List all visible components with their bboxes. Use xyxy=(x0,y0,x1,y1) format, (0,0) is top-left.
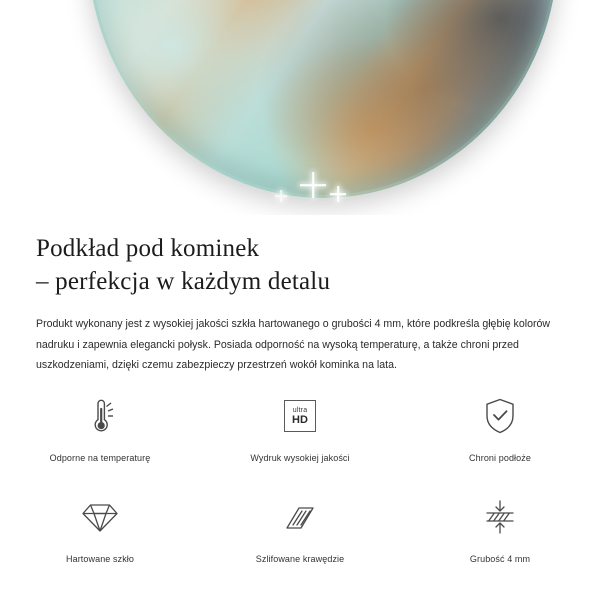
round-glass-mat-image xyxy=(88,0,558,198)
feature-label: Hartowane szkło xyxy=(65,554,135,564)
headline-line-2: – perfekcja w każdym detalu xyxy=(36,267,331,295)
thermometer-icon xyxy=(83,392,117,440)
feature-heat-resistant xyxy=(0,392,200,463)
feature-row-1 xyxy=(0,392,600,463)
thickness-arrows-icon xyxy=(481,493,519,541)
feature-polished-edges xyxy=(200,493,400,564)
feature-row-2 xyxy=(0,493,600,564)
feature-surface-protection xyxy=(400,392,600,463)
feature-label: Grubość 4 mm xyxy=(469,554,531,564)
ultra-hd-icon xyxy=(284,392,316,440)
polished-edge-icon xyxy=(283,493,317,541)
body-paragraph: Produkt wykonany jest z wysokiej jakości szkła hartowanego o grubości 4 mm, które podkreśla głębię kolorów nadruku i zapewnia elegancki połysk. Posiada odporność na wysoką temperaturę, a także chroni przed uszkodzeniami, dzięki czemu zabezpieczy przestrzeń wokół kominka na lata. xyxy=(36,318,551,372)
ultra-hd-top-text: ultra xyxy=(292,406,308,414)
diamond-icon xyxy=(81,493,119,541)
feature-thickness xyxy=(400,493,600,564)
hero-image xyxy=(0,0,600,215)
feature-tempered-glass xyxy=(0,493,200,564)
shield-check-icon xyxy=(483,392,517,440)
text-block xyxy=(0,215,600,376)
feature-list xyxy=(0,392,600,564)
ultra-hd-bottom-text: HD xyxy=(292,413,308,426)
page-title xyxy=(0,215,600,298)
feature-print-quality xyxy=(200,392,400,463)
feature-label: Szlifowane krawędzie xyxy=(255,554,345,564)
feature-label: Odporne na temperaturę xyxy=(49,453,151,463)
feature-label: Wydruk wysokiej jakości xyxy=(250,453,350,463)
glass-edge xyxy=(88,0,558,198)
headline-line-1: Podkład pod kominek xyxy=(36,235,260,262)
feature-label: Chroni podłoże xyxy=(469,453,531,463)
